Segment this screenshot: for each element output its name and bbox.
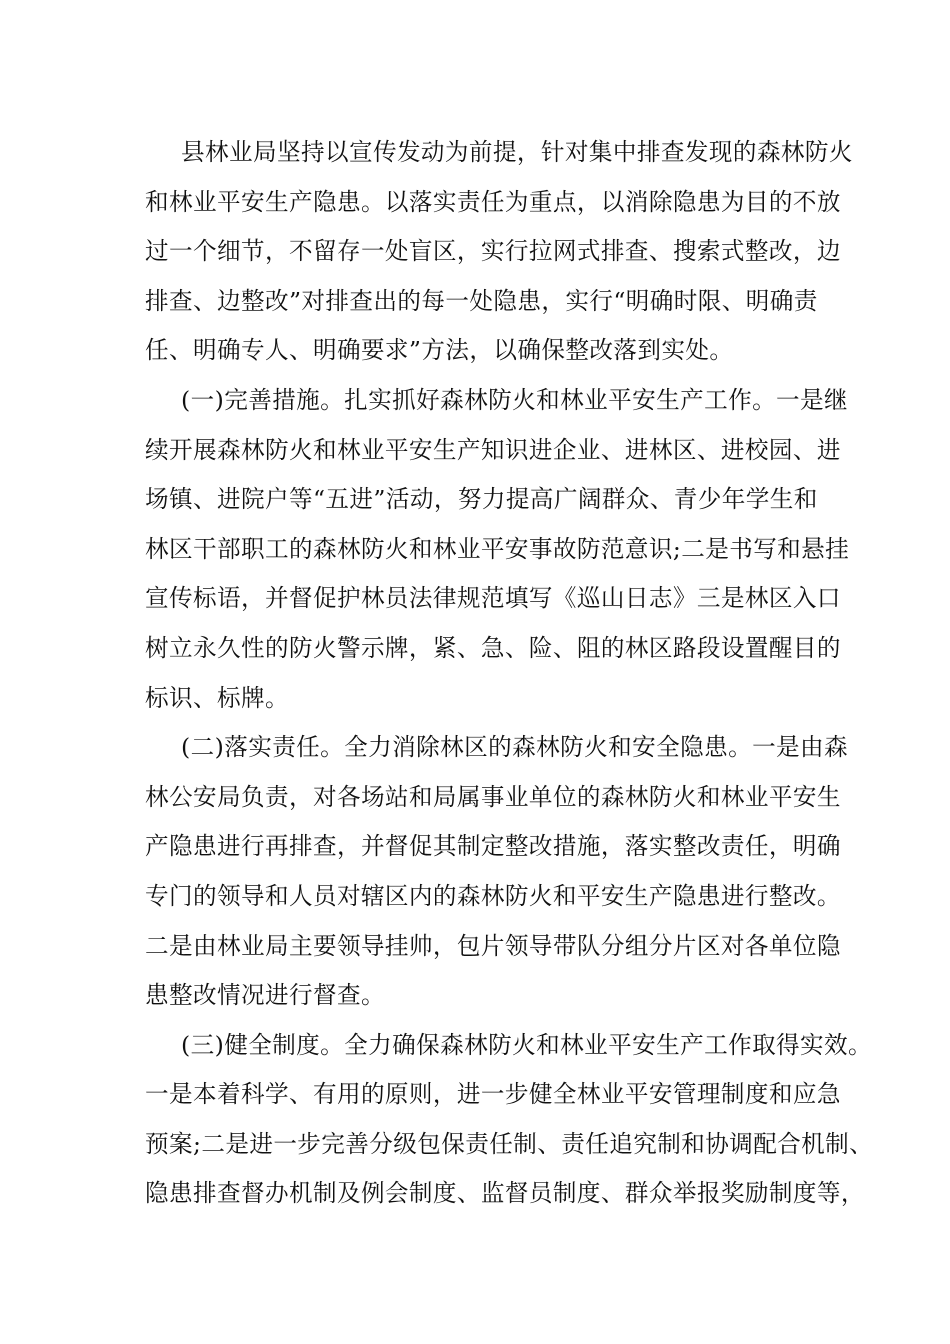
text-line: 树立永久性的防火警示牌，紧、急、险、阻的林区路段设置醒目的 [145, 633, 841, 662]
text-line: (一)完善措施。扎实抓好森林防火和林业平安生产工作。一是继 [181, 385, 849, 414]
paragraph-intro [145, 128, 853, 376]
text-line: (二)落实责任。全力消除林区的森林防火和安全隐患。一是由森 [181, 733, 849, 762]
text-line: 县林业局坚持以宣传发动为前提，针对集中排查发现的森林防火 [181, 138, 853, 166]
text-line: 过一个细节，不留存一处盲区，实行拉网式排查、搜索式整改，边 [145, 237, 841, 266]
text-line: 任、明确专人、明确要求”方法，以确保整改落到实处。 [145, 336, 734, 365]
text-line: 和林业平安生产隐患。以落实责任为重点，以消除隐患为目的不放 [145, 187, 841, 216]
text-line: (三)健全制度。全力确保森林防火和林业平安生产工作取得实效。 [181, 1030, 873, 1059]
text-line: 患整改情况进行督查。 [145, 981, 385, 1010]
text-line: 林公安局负责，对各场站和局属事业单位的森林防火和林业平安生 [145, 782, 841, 811]
text-line: 产隐患进行再排查，并督促其制定整改措施，落实整改责任，明确 [145, 832, 841, 861]
paragraph-section-1 [145, 376, 850, 723]
text-line: 续开展森林防火和林业平安生产知识进企业、进林区、进校园、进 [145, 435, 841, 464]
text-line: 预案;二是进一步完善分级包保责任制、责任追究制和协调配合机制、 [145, 1129, 874, 1158]
text-line: 排查、边整改”对排查出的每一处隐患，实行“明确时限、明确责 [145, 286, 818, 315]
text-line: 一是本着科学、有用的原则，进一步健全林业平安管理制度和应急 [145, 1080, 841, 1109]
text-line: 二是由林业局主要领导挂帅，包片领导带队分组分片区对各单位隐 [145, 931, 841, 960]
document-body [145, 128, 874, 1219]
text-line: 场镇、进院户等“五进”活动，努力提高广阔群众、青少年学生和 [145, 485, 818, 514]
paragraph-section-3 [145, 1021, 874, 1219]
text-line: 林区干部职工的森林防火和林业平安事故防范意识;二是书写和悬挂 [145, 534, 850, 563]
text-line: 专门的领导和人员对辖区内的森林防火和平安生产隐患进行整改。 [145, 881, 841, 910]
text-line: 宣传标语，并督促护林员法律规范填写《巡山日志》三是林区入口 [145, 584, 841, 613]
text-line: 标识、标牌。 [145, 683, 289, 712]
text-line: 隐患排查督办机制及例会制度、监督员制度、群众举报奖励制度等， [145, 1179, 865, 1208]
paragraph-section-2 [145, 723, 849, 1021]
